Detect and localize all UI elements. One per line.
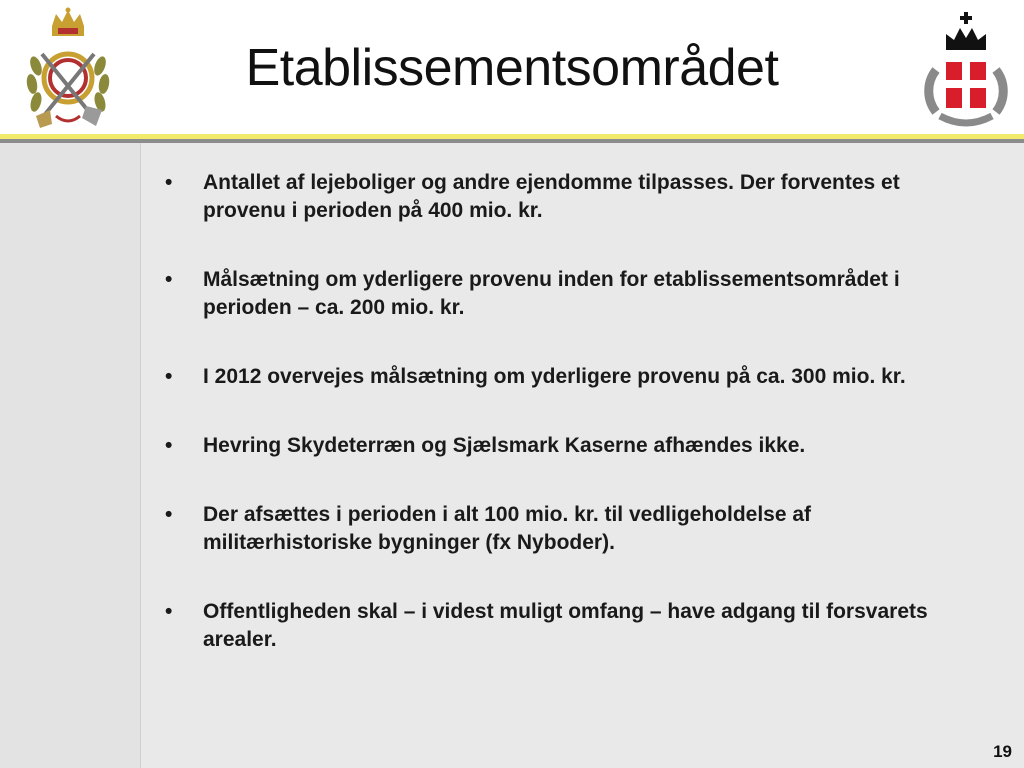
bullet-list [163, 169, 943, 695]
bullet-text: Målsætning om yderligere provenu inden for etablissementsområdet i perioden – ca. 200 mio. kr. [203, 268, 900, 319]
defence-crown-cross-icon [918, 8, 1014, 128]
bullet-text: Der afsættes i perioden i alt 100 mio. kr. til vedligeholdelse af militærhistoriske bygninger (fx Nyboder). [203, 503, 812, 554]
left-side-panel [0, 143, 141, 768]
slide-header [0, 0, 1024, 136]
bullet-item [163, 501, 943, 557]
bullet-marker: • [165, 365, 173, 388]
bullet-item [163, 598, 943, 654]
slide-title: Etablissementsområdet [245, 39, 779, 97]
bullet-item [163, 266, 943, 322]
bullet-marker: • [165, 600, 173, 623]
bullet-text: I 2012 overvejes målsætning om yderligere provenu på ca. 300 mio. kr. [203, 365, 906, 388]
bullet-item [163, 432, 943, 460]
page-number: 19 [993, 742, 1012, 761]
bullet-item [163, 169, 943, 225]
bullet-marker: • [165, 171, 173, 194]
slide-content [141, 143, 1024, 768]
bullet-marker: • [165, 503, 173, 526]
bullet-text: Antallet af lejeboliger og andre ejendomme tilpasses. Der forventes et provenu i perioden på 400 mio. kr. [203, 171, 900, 222]
bullet-marker: • [165, 268, 173, 291]
bullet-text: Hevring Skydeterræn og Sjælsmark Kaserne afhændes ikke. [203, 434, 806, 457]
bullet-item [163, 363, 943, 391]
bullet-text: Offentligheden skal – i videst muligt omfang – have adgang til forsvarets arealer. [203, 600, 928, 651]
bullet-marker: • [165, 434, 173, 457]
